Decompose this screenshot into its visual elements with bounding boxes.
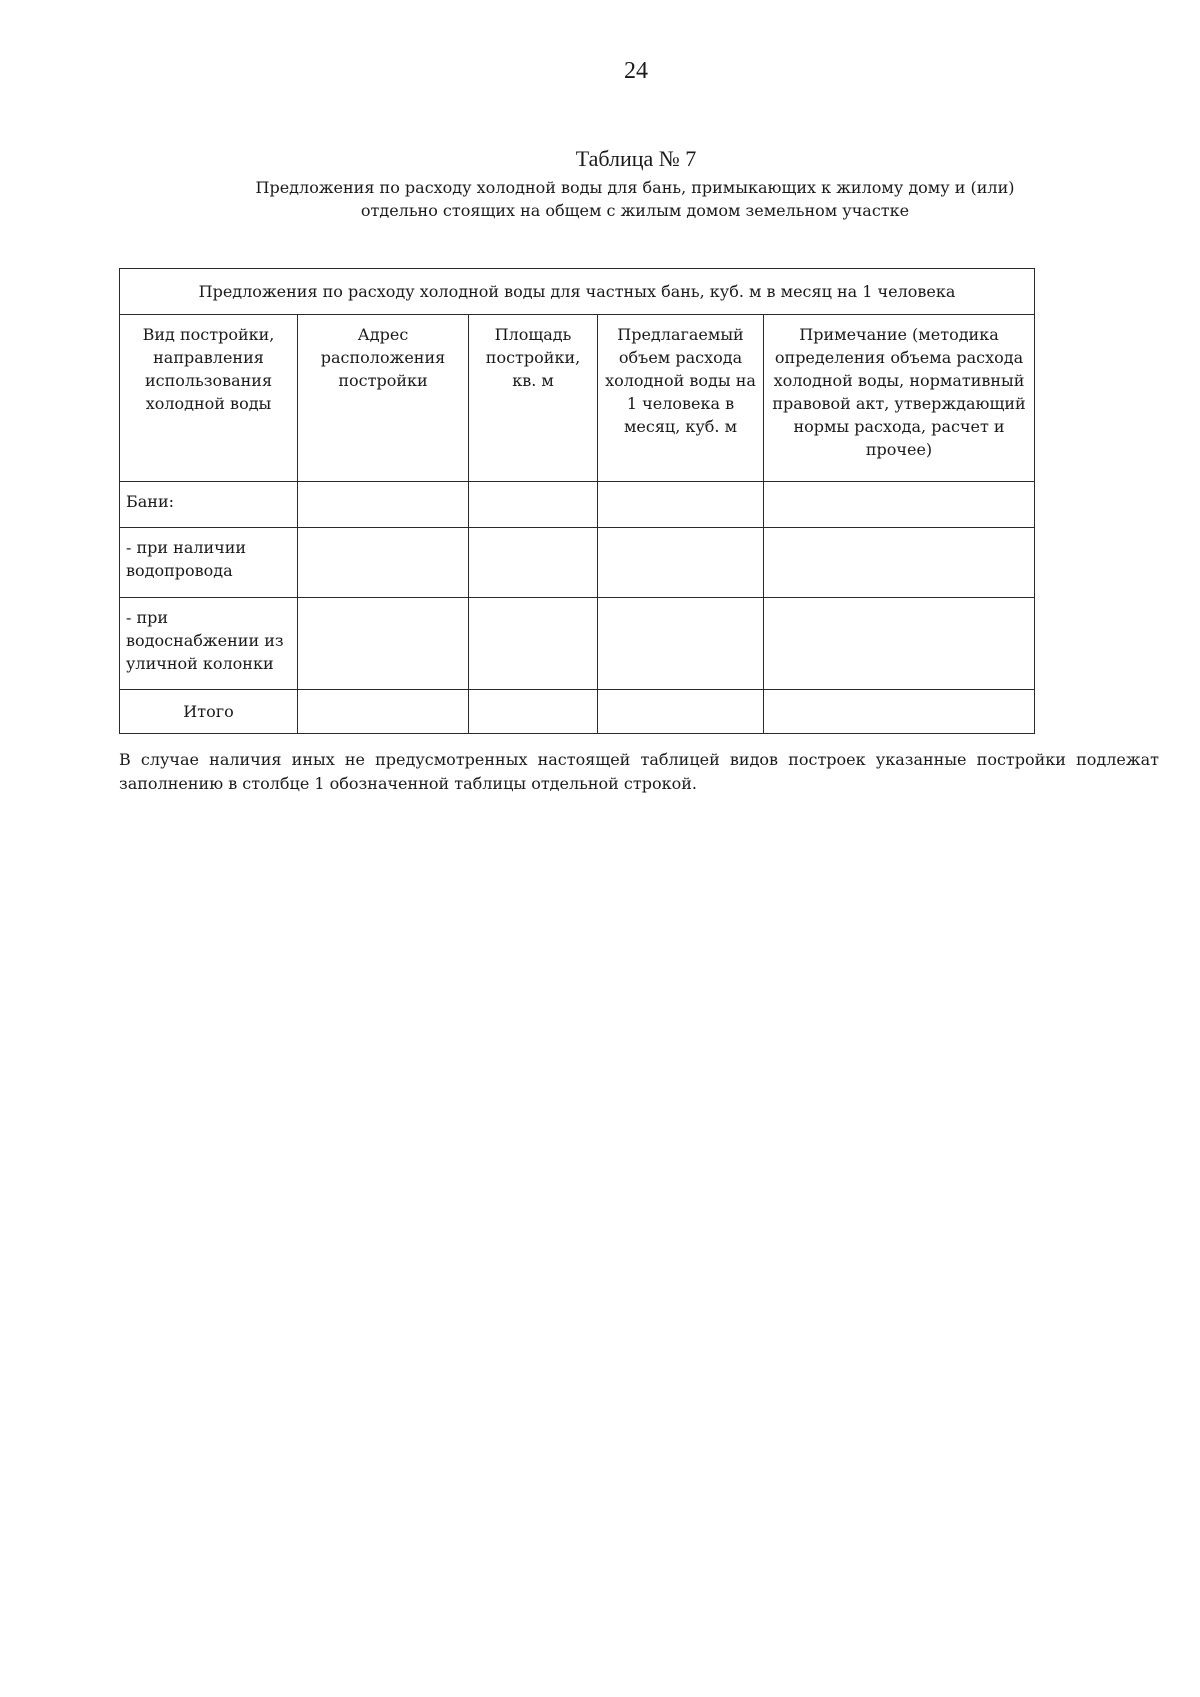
- table-header-row: [120, 315, 1035, 482]
- column-header-note: [764, 315, 1035, 482]
- column-header-label: Площадь постройки, кв. м: [485, 325, 581, 390]
- table-caption: Предложения по расходу холодной воды для частных бань, куб. м в месяц на 1 человека: [120, 269, 1035, 315]
- table-cell: [764, 690, 1035, 734]
- column-header-address: [298, 315, 469, 482]
- table-cell: [764, 528, 1035, 598]
- table-row-total: [120, 690, 1035, 734]
- table-cell: [298, 528, 469, 598]
- column-header-area: [469, 315, 598, 482]
- column-header-volume: [598, 315, 764, 482]
- row-label-bani: Бани:: [120, 482, 298, 528]
- table-row: [120, 528, 1035, 598]
- table-cell: [598, 690, 764, 734]
- proposals-table: [119, 268, 1035, 734]
- table-cell: [598, 598, 764, 690]
- row-label-water-supply: - при наличии водопровода: [120, 528, 298, 598]
- column-header-type: [120, 315, 298, 482]
- column-header-label: Вид постройки, направления использования холодной воды: [142, 325, 275, 413]
- column-header-label: Адрес расположения постройки: [320, 325, 446, 390]
- page-number: 24: [624, 58, 648, 84]
- table-cell: [598, 482, 764, 528]
- table-title: Таблица № 7: [575, 146, 697, 171]
- table-cell: [764, 598, 1035, 690]
- table-subtitle: Предложения по расходу холодной воды для бань, примыкающих к жилому дому и (или) отдельно стоящих на общем с жилым домом земельном участке: [255, 178, 1015, 220]
- footnote: В случае наличия иных не предусмотренных настоящей таблицей видов построек указанные постройки подлежат заполнению в столбце 1 обозначенной таблицы отдельной строкой.: [119, 750, 1159, 793]
- table-cell: [469, 482, 598, 528]
- column-header-label: Примечание (методика определения объема расхода холодной воды, нормативный правовой акт, утверждающий нормы расхода, расчет и прочее): [772, 325, 1026, 459]
- table-cell: [764, 482, 1035, 528]
- column-header-label: Предлагаемый объем расхода холодной воды на 1 человека в месяц, куб. м: [605, 325, 756, 436]
- row-label-total: Итого: [120, 690, 298, 734]
- table-caption-row: [120, 269, 1035, 315]
- table-cell: [469, 598, 598, 690]
- table-cell: [469, 690, 598, 734]
- table-row: [120, 482, 1035, 528]
- table-cell: [469, 528, 598, 598]
- table-cell: [298, 598, 469, 690]
- table-cell: [598, 528, 764, 598]
- row-label-street-pump: - при водоснабжении из уличной колонки: [120, 598, 298, 690]
- table-cell: [298, 690, 469, 734]
- table-row: [120, 598, 1035, 690]
- table-cell: [298, 482, 469, 528]
